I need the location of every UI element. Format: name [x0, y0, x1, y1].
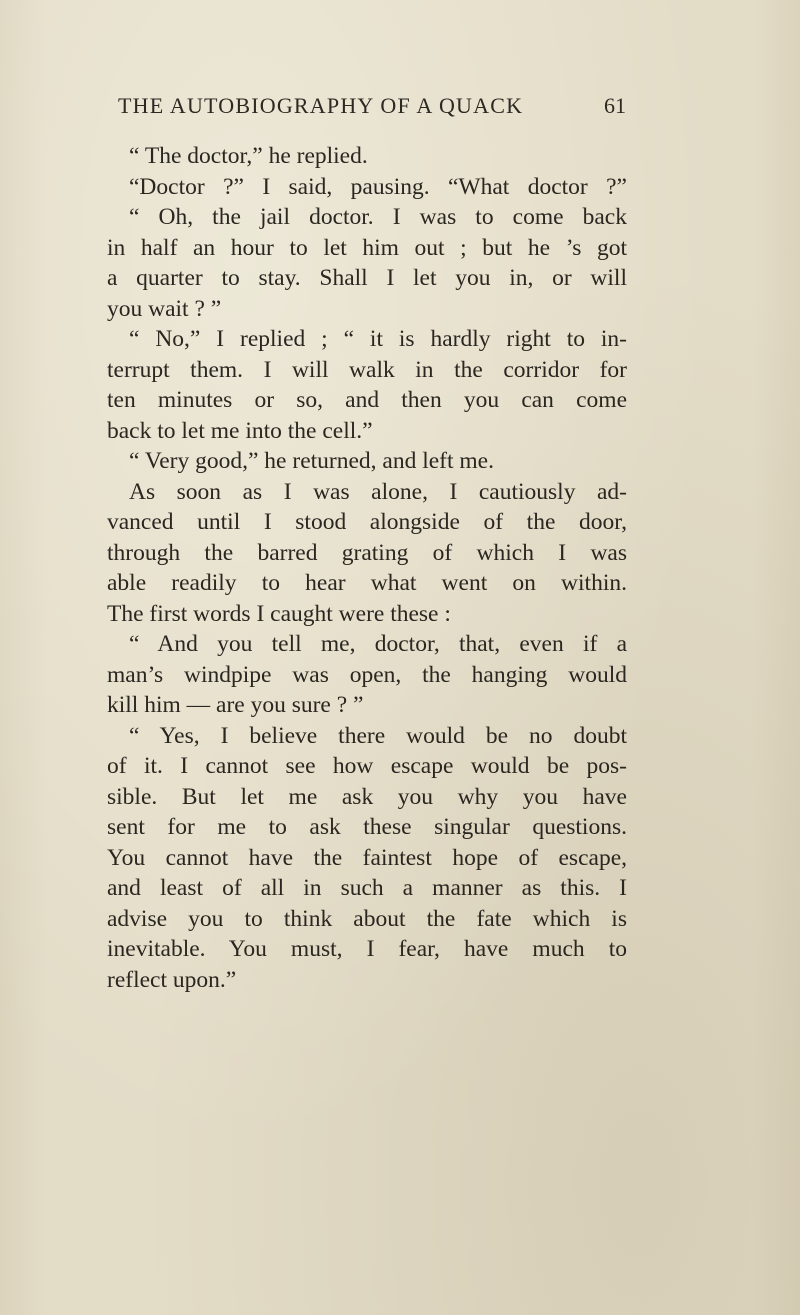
- text-line: “ Very good,” he returned, and left me.: [129, 448, 494, 474]
- text-line: inevitable. You must, I fear, have much to: [107, 936, 627, 962]
- text-line: “ Oh, the jail doctor. I was to come back: [129, 204, 627, 230]
- text-line: sent for me to ask these singular questions.: [107, 814, 627, 840]
- text-line: sible. But let me ask you why you have: [107, 783, 627, 810]
- text-line: vanced until I stood alongside of the door,: [107, 509, 627, 535]
- text-line: “Doctor ?” I said, pausing. “What doctor ?”: [129, 173, 627, 200]
- text-line: terrupt them. I will walk in the corridor for: [107, 356, 627, 383]
- text-line: advise you to think about the fate which is: [107, 905, 627, 932]
- text-line: in half an hour to let him out ; but he ’s got: [107, 234, 627, 261]
- text-line: you wait ? ”: [107, 295, 222, 322]
- text-line: “ The doctor,” he replied.: [129, 143, 368, 169]
- text-line: ten minutes or so, and then you can come: [107, 387, 627, 413]
- text-line: man’s windpipe was open, the hanging would: [107, 661, 627, 688]
- text-line: reflect upon.”: [107, 966, 237, 993]
- text-line: You cannot have the faintest hope of escape,: [107, 844, 627, 871]
- text-line: of it. I cannot see how escape would be pos-: [107, 753, 627, 779]
- text-line: “ No,” I replied ; “ it is hardly right to in-: [129, 326, 627, 352]
- running-head-title: THE AUTOBIOGRAPHY OF A QUACK: [118, 93, 524, 118]
- page-number: 61: [604, 93, 626, 118]
- text-line: “ Yes, I believe there would be no doubt: [129, 722, 627, 749]
- text-line: back to let me into the cell.”: [107, 417, 373, 444]
- body-text: [107, 141, 627, 995]
- running-head: [118, 93, 626, 125]
- text-line: and least of all in such a manner as this. I: [107, 875, 627, 901]
- text-line: through the barred grating of which I was: [107, 539, 627, 566]
- text-line: a quarter to stay. Shall I let you in, or will: [107, 265, 627, 291]
- text-line: able readily to hear what went on within.: [107, 570, 627, 596]
- text-line: “ And you tell me, doctor, that, even if a: [129, 631, 627, 657]
- text-line: kill him — are you sure ? ”: [107, 692, 364, 718]
- text-line: The first words I caught were these :: [107, 600, 451, 627]
- text-line: As soon as I was alone, I cautiously ad-: [129, 478, 627, 505]
